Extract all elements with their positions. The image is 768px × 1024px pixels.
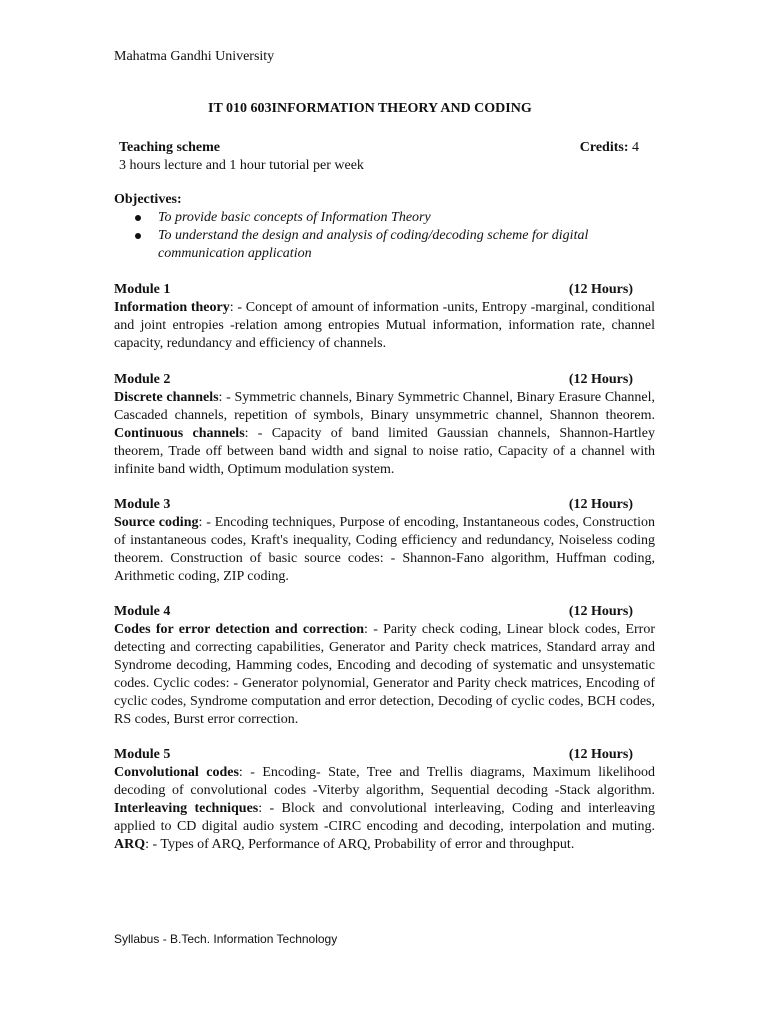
objectives-heading: Objectives: <box>114 192 182 207</box>
module-heading: Module 1 <box>114 282 171 297</box>
page-footer: Syllabus - B.Tech. Information Technology <box>114 932 338 946</box>
topic-text: : - Encoding- State, Tree and Trellis diagrams, Maximum likelihood decoding of convolutional codes -Viterby algorithm, Sequential decoding -Stack algorithm. <box>114 765 655 798</box>
objective-item <box>114 209 654 227</box>
objectives-section <box>114 191 654 263</box>
credits-label: Credits: <box>579 140 629 155</box>
module-heading: Module 2 <box>114 372 171 387</box>
module-hours: (12 Hours) <box>568 282 633 297</box>
module-4 <box>114 603 655 729</box>
module-hours: (12 Hours) <box>568 497 633 512</box>
module-heading: Module 5 <box>114 747 171 762</box>
topic-heading: Source coding <box>114 515 199 530</box>
module-hours: (12 Hours) <box>568 747 633 762</box>
topic-text: : - Concept of amount of information -units, Entropy -marginal, conditional and joint entropies -relation among entropies Mutual information, information rate, channel capacity, redundancy and efficiency of channels. <box>114 300 655 351</box>
objective-text: To provide basic concepts of Information Theory <box>158 210 431 225</box>
topic-text: : - Encoding techniques, Purpose of encoding, Instantaneous codes, Construction of instantaneous codes, Kraft's inequality, Coding efficiency and redundancy, Noiseless coding theorem. Construction of basic source codes: - Shannon-Fano algorithm, Huffman coding, Arithmetic coding, ZIP coding. <box>114 515 656 584</box>
credits-value: 4 <box>628 140 639 155</box>
university-name: Mahatma Gandhi University <box>114 49 275 64</box>
teaching-scheme <box>119 139 639 175</box>
module-5 <box>114 746 655 854</box>
course-title: IT 010 603INFORMATION THEORY AND CODING <box>208 101 532 116</box>
topic-heading: Information theory <box>114 300 230 315</box>
topic-text: : - Symmetric channels, Binary Symmetric Channel, Binary Erasure Channel, Cascaded channels, repetition of symbols, Binary unsymmetric channel, Shannon theorem. <box>114 390 656 423</box>
bullet-icon <box>135 215 141 221</box>
topic-text: : - Capacity of band limited Gaussian channels, Shannon-Hartley theorem, Trade off between band width and signal to noise ratio, Capacity of a channel with infinite band width, Optimum modulation system. <box>114 426 655 477</box>
topic-heading: Continuous channels <box>114 426 245 441</box>
teaching-scheme-label: Teaching scheme <box>119 140 220 155</box>
module-content <box>114 621 655 729</box>
topic-heading: Codes for error detection and correction <box>114 622 365 637</box>
objectives-list <box>114 209 654 263</box>
teaching-hours: 3 hours lecture and 1 hour tutorial per week <box>119 158 364 173</box>
module-heading: Module 3 <box>114 497 171 512</box>
topic-heading: Convolutional codes <box>114 765 239 780</box>
module-content <box>114 299 655 353</box>
topic-heading: ARQ <box>114 837 146 852</box>
module-content <box>114 514 655 586</box>
module-2 <box>114 371 655 479</box>
module-1 <box>114 281 655 353</box>
objective-item <box>114 227 654 263</box>
module-hours: (12 Hours) <box>568 372 633 387</box>
module-heading: Module 4 <box>114 604 171 619</box>
objective-text: To understand the design and analysis of coding/decoding scheme for digital communication application <box>158 228 589 261</box>
topic-text: : - Block and convolutional interleaving, Coding and interleaving applied to CD digital audio system -CIRC encoding and decoding, interpolation and muting. <box>114 801 656 834</box>
topic-text: : - Types of ARQ, Performance of ARQ, Probability of error and throughput. <box>145 837 575 852</box>
bullet-icon <box>135 233 141 239</box>
topic-heading: Discrete channels <box>114 390 219 405</box>
topic-heading: Interleaving techniques <box>114 801 259 816</box>
credits <box>580 139 639 157</box>
topic-text: : - Parity check coding, Linear block codes, Error detecting and correcting capabilities, Generator and Parity check matrices, Standard array and Syndrome decoding, Hamming codes, Encoding and decoding of systematic and unsystematic codes. Cyclic codes: - Generator polynomial, Generator and Parity check matrices, Encoding of cyclic codes, Syndrome computation and error detection, Decoding of cyclic codes, BCH codes, RS codes, Burst error correction. <box>114 622 655 727</box>
module-hours: (12 Hours) <box>568 604 633 619</box>
module-content <box>114 764 655 854</box>
module-3 <box>114 496 655 586</box>
module-content <box>114 389 655 479</box>
